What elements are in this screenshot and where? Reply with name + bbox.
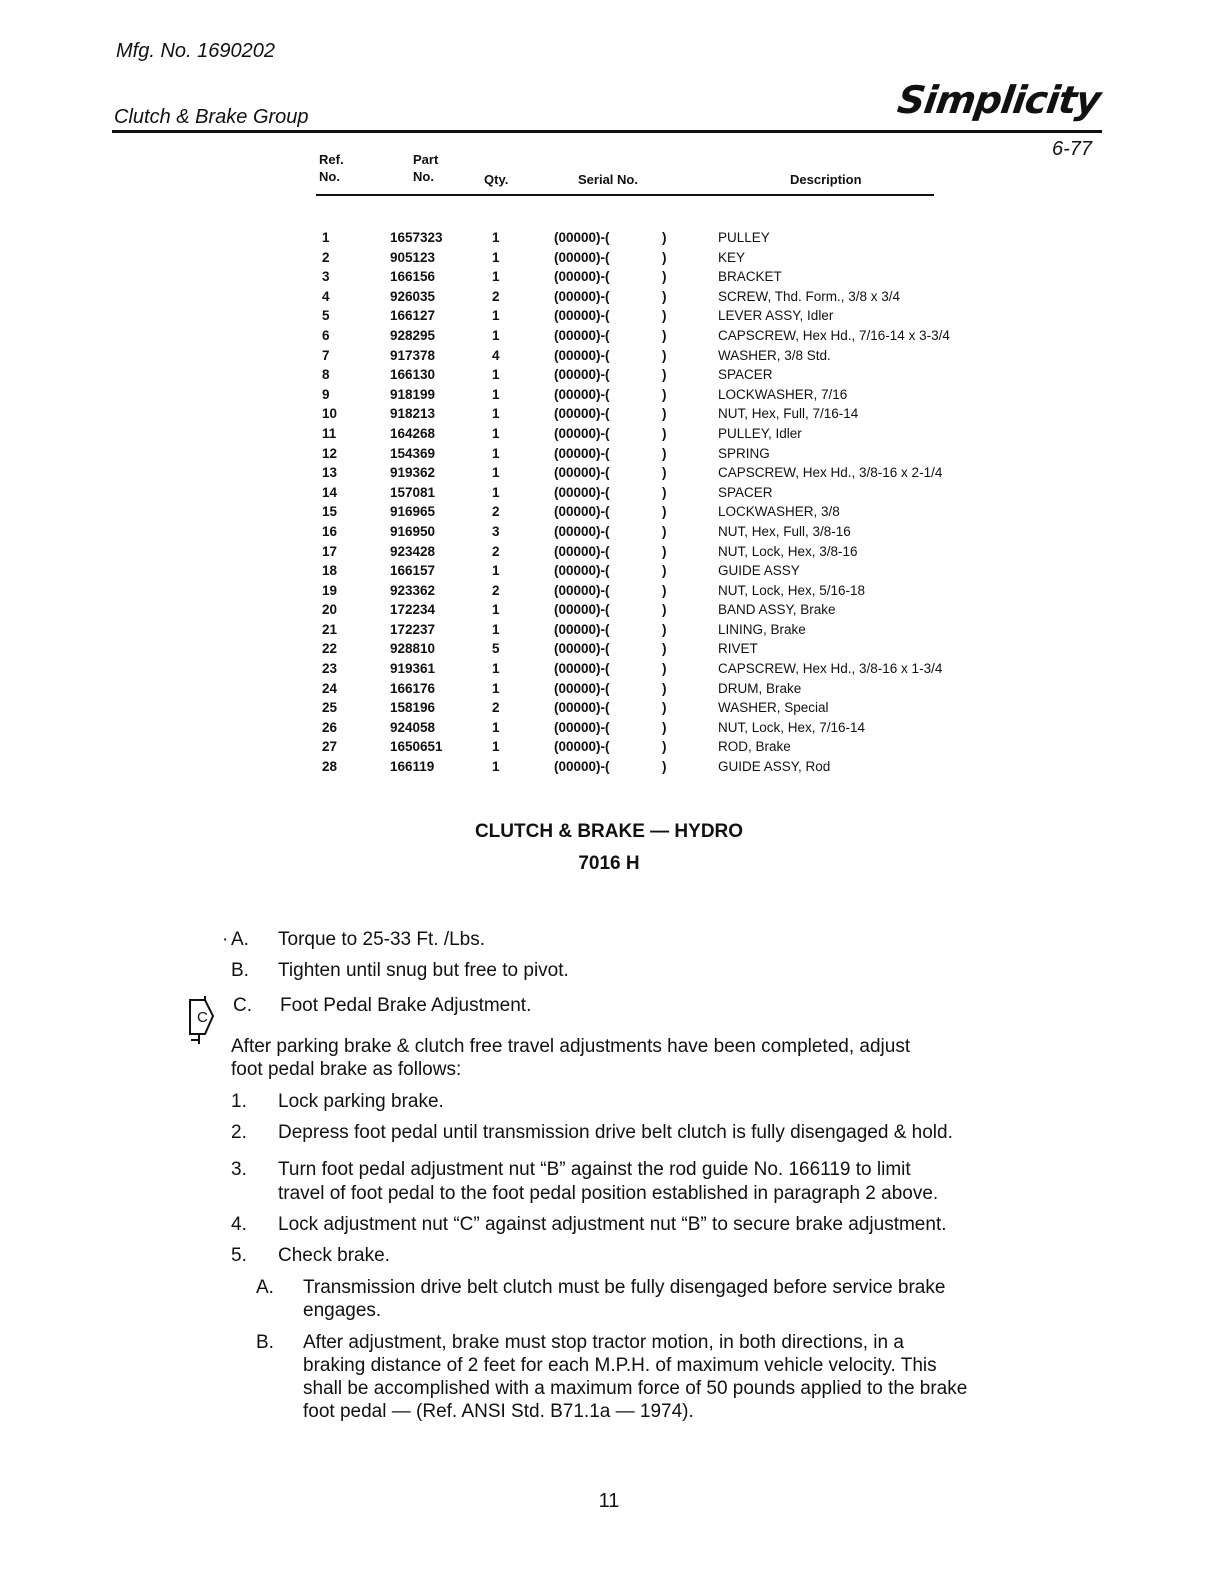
sub-step-b-line-2: braking distance of 2 feet for each M.P.H. of maximum vehicle velocity. This [303,1355,937,1376]
part-qty: 1 [492,739,500,755]
part-serial-close: ) [662,759,667,775]
part-ref: 10 [322,406,338,422]
part-description: NUT, Lock, Hex, 7/16-14 [718,719,866,735]
part-serial-close: ) [662,543,667,559]
part-serial-close: ) [662,327,667,343]
table-row [316,698,1036,718]
part-serial-close: ) [662,425,667,441]
part-number: 158196 [390,700,436,716]
header-ref-no [319,151,344,185]
step-3-line-2: travel of foot pedal to the foot pedal position established in paragraph 2 above. [278,1183,939,1204]
part-qty: 1 [492,621,500,637]
part-serial: (00000)-( [554,269,610,285]
part-qty: 2 [492,288,500,304]
part-ref: 5 [322,308,330,324]
table-row [316,248,1036,268]
table-row [316,737,1036,757]
step-1-number: 1. [231,1091,247,1112]
table-row [316,757,1036,777]
part-ref: 1 [322,230,330,245]
step-4-number: 4. [231,1214,247,1235]
part-number: 916965 [390,504,436,520]
sub-step-a-label: A. [256,1277,274,1298]
part-serial-close: ) [662,465,667,481]
part-serial-close: ) [662,308,667,324]
part-number: 919361 [390,661,436,677]
part-qty: 1 [492,563,500,579]
section-title: CLUTCH & BRAKE — HYDRO [474,821,744,842]
header-part-no [413,151,438,185]
note-b-text: Tighten until snug but free to pivot. [278,960,569,981]
part-qty: 1 [492,269,500,285]
part-qty: 1 [492,680,500,696]
part-serial-close: ) [662,582,667,598]
part-ref: 4 [322,288,330,304]
step-3-number: 3. [231,1159,247,1180]
header-part-text: Part No. [413,152,439,184]
part-ref: 7 [322,347,330,363]
sub-step-b-line-1: After adjustment, brake must stop tractor motion, in both directions, in a [303,1332,904,1353]
table-row [316,287,1036,307]
step-4-text: Lock adjustment nut “C” against adjustment nut “B” to secure brake adjustment. [278,1214,947,1235]
part-serial-close: ) [662,563,667,579]
part-ref: 24 [322,680,338,696]
part-ref: 9 [322,386,330,402]
part-serial: (00000)-( [554,641,610,657]
part-serial-close: ) [662,661,667,677]
part-qty: 1 [492,759,500,775]
part-description: LOCKWASHER, 7/16 [718,386,848,402]
part-serial: (00000)-( [554,249,610,265]
part-serial: (00000)-( [554,719,610,735]
part-serial: (00000)-( [554,543,610,559]
part-number: 923428 [390,543,436,559]
part-number: 926035 [390,288,436,304]
sub-step-a-line-2: engages. [303,1300,382,1321]
table-row [316,346,1036,366]
note-a-bullet: · [222,929,229,950]
part-description: CAPSCREW, Hex Hd., 3/8-16 x 2-1/4 [718,465,943,481]
part-description: CAPSCREW, Hex Hd., 3/8-16 x 1-3/4 [718,661,943,677]
part-number: 917378 [390,347,436,363]
part-serial: (00000)-( [554,386,610,402]
part-number: 1657323 [390,230,443,245]
part-number: 905123 [390,249,436,265]
table-header-rule [316,194,934,196]
part-number: 923362 [390,582,436,598]
table-row [316,718,1036,738]
part-qty: 5 [492,641,500,657]
step-2-text: Depress foot pedal until transmission drive belt clutch is fully disengaged & hold. [278,1122,953,1143]
header-description: Description [790,172,862,187]
part-qty: 1 [492,661,500,677]
part-serial-close: ) [662,347,667,363]
part-description: DRUM, Brake [718,680,802,696]
part-number: 172234 [390,602,436,618]
part-ref: 18 [322,563,338,579]
part-number: 172237 [390,621,436,637]
brand-logo: Simplicity [894,78,1103,122]
part-qty: 1 [492,327,500,343]
table-row [316,228,1036,248]
part-serial: (00000)-( [554,308,610,324]
table-row [316,306,1036,326]
note-a-text: Torque to 25-33 Ft. /Lbs. [278,929,486,950]
callout-letter: C [197,1009,208,1026]
table-row [316,639,1036,659]
part-description: CAPSCREW, Hex Hd., 7/16-14 x 3-3/4 [718,327,950,343]
part-description: GUIDE ASSY, Rod [718,759,831,775]
intro-line-2: foot pedal brake as follows: [231,1059,462,1080]
part-description: LEVER ASSY, Idler [718,308,834,324]
part-number: 166176 [390,680,436,696]
part-description: SPACER [718,367,773,383]
part-number: 164268 [390,425,436,441]
part-number: 166156 [390,269,436,285]
part-serial-close: ) [662,386,667,402]
part-qty: 2 [492,543,500,559]
part-serial-close: ) [662,445,667,461]
part-description: LOCKWASHER, 3/8 [718,504,840,520]
part-serial: (00000)-( [554,484,610,500]
sub-step-b-line-4: foot pedal — (Ref. ANSI Std. B71.1a — 1974). [303,1401,694,1422]
part-serial: (00000)-( [554,759,610,775]
table-row [316,502,1036,522]
part-serial-close: ) [662,269,667,285]
part-serial-close: ) [662,700,667,716]
step-1-text: Lock parking brake. [278,1091,444,1112]
part-serial-close: ) [662,367,667,383]
part-serial-close: ) [662,641,667,657]
part-ref: 23 [322,661,338,677]
part-serial: (00000)-( [554,739,610,755]
header-serial-no: Serial No. [578,172,638,187]
header-qty: Qty. [484,172,509,187]
part-number: 928810 [390,641,436,657]
intro-line-1: After parking brake & clutch free travel adjustments have been completed, adjust [231,1036,911,1057]
part-number: 166157 [390,563,436,579]
part-serial: (00000)-( [554,602,610,618]
part-description: SPACER [718,484,773,500]
part-serial: (00000)-( [554,563,610,579]
part-serial-close: ) [662,523,667,539]
part-serial: (00000)-( [554,445,610,461]
part-serial-close: ) [662,739,667,755]
table-row [316,483,1036,503]
part-qty: 1 [492,367,500,383]
part-ref: 19 [322,582,338,598]
table-row [316,326,1036,346]
part-serial: (00000)-( [554,621,610,637]
part-description: NUT, Lock, Hex, 5/16-18 [718,582,866,598]
sub-step-a-line-1: Transmission drive belt clutch must be fully disengaged before service brake [303,1277,946,1298]
part-qty: 1 [492,465,500,481]
part-description: PULLEY, Idler [718,425,802,441]
model-number: 7016 H [578,853,640,874]
part-description: RIVET [718,641,758,657]
part-description: SCREW, Thd. Form., 3/8 x 3/4 [718,288,901,304]
part-ref: 2 [322,249,330,265]
part-serial: (00000)-( [554,700,610,716]
table-row [316,659,1036,679]
group-title: Clutch & Brake Group [114,106,309,128]
note-a-label: A. [231,929,249,950]
part-serial: (00000)-( [554,523,610,539]
part-ref: 8 [322,367,330,383]
part-qty: 1 [492,445,500,461]
part-ref: 28 [322,759,338,775]
part-serial: (00000)-( [554,288,610,304]
part-serial: (00000)-( [554,425,610,441]
table-row [316,424,1036,444]
part-serial-close: ) [662,680,667,696]
table-row [316,463,1036,483]
note-c-text: Foot Pedal Brake Adjustment. [280,995,532,1016]
part-description: BRACKET [718,269,782,285]
part-number: 918199 [390,386,436,402]
note-c-label: C. [233,995,252,1016]
part-serial: (00000)-( [554,347,610,363]
part-serial: (00000)-( [554,406,610,422]
part-description: SPRING [718,445,770,461]
sub-step-b-label: B. [256,1332,274,1353]
part-number: 154369 [390,445,436,461]
part-serial: (00000)-( [554,327,610,343]
part-description: NUT, Hex, Full, 3/8-16 [718,523,851,539]
part-serial: (00000)-( [554,680,610,696]
part-description: PULLEY [718,230,770,245]
part-ref: 27 [322,739,338,755]
step-2-number: 2. [231,1122,247,1143]
part-number: 1650651 [390,739,443,755]
part-ref: 11 [322,425,337,441]
part-serial: (00000)-( [554,230,610,245]
part-description: NUT, Hex, Full, 7/16-14 [718,406,859,422]
page-number: 11 [598,1490,620,1512]
part-qty: 2 [492,582,500,598]
manufacturer-number: Mfg. No. 1690202 [116,40,275,62]
part-serial: (00000)-( [554,367,610,383]
part-serial-close: ) [662,249,667,265]
table-row [316,385,1036,405]
part-ref: 13 [322,465,338,481]
part-qty: 3 [492,523,500,539]
part-serial: (00000)-( [554,465,610,481]
part-qty: 2 [492,700,500,716]
part-number: 924058 [390,719,436,735]
table-row [316,444,1036,464]
part-serial-close: ) [662,288,667,304]
header-rule [112,130,1102,133]
part-ref: 25 [322,700,338,716]
part-qty: 4 [492,347,500,363]
revision-date: 6-77 [1052,138,1093,160]
part-serial-close: ) [662,602,667,618]
part-number: 166127 [390,308,436,324]
part-serial: (00000)-( [554,504,610,520]
part-serial-close: ) [662,504,667,520]
part-number: 916950 [390,523,436,539]
part-qty: 1 [492,406,500,422]
table-row [316,581,1036,601]
part-description: NUT, Lock, Hex, 3/8-16 [718,543,858,559]
part-qty: 2 [492,504,500,520]
part-description: LINING, Brake [718,621,806,637]
part-qty: 1 [492,484,500,500]
part-qty: 1 [492,425,500,441]
part-qty: 1 [492,602,500,618]
table-row [316,365,1036,385]
parts-table [316,228,1036,777]
part-serial-close: ) [662,406,667,422]
callout-c-marker [187,990,227,1055]
part-number: 166130 [390,367,436,383]
part-qty: 1 [492,230,500,245]
callout-bracket-icon [187,990,227,1050]
table-row [316,542,1036,562]
part-qty: 1 [492,308,500,324]
part-ref: 20 [322,602,338,618]
part-qty: 1 [492,719,500,735]
table-row [316,404,1036,424]
table-row [316,267,1036,287]
part-ref: 16 [322,523,338,539]
table-row [316,620,1036,640]
step-3-line-1: Turn foot pedal adjustment nut “B” against the rod guide No. 166119 to limit [278,1159,911,1180]
step-5-text: Check brake. [278,1245,390,1266]
part-qty: 1 [492,249,500,265]
part-serial-close: ) [662,484,667,500]
sub-step-b-line-3: shall be accomplished with a maximum force of 50 pounds applied to the brake [303,1378,968,1399]
part-serial-close: ) [662,230,667,245]
part-qty: 1 [492,386,500,402]
part-number: 166119 [390,759,435,775]
part-number: 928295 [390,327,436,343]
part-ref: 22 [322,641,338,657]
part-ref: 14 [322,484,338,500]
part-serial-close: ) [662,719,667,735]
header-ref-text: Ref. No. [319,152,344,184]
part-description: ROD, Brake [718,739,791,755]
step-5-number: 5. [231,1245,247,1266]
part-number: 919362 [390,465,436,481]
part-ref: 12 [322,445,338,461]
part-description: BAND ASSY, Brake [718,602,836,618]
part-ref: 6 [322,327,330,343]
part-number: 918213 [390,406,436,422]
part-description: GUIDE ASSY [718,563,800,579]
part-serial-close: ) [662,621,667,637]
part-description: WASHER, 3/8 Std. [718,347,831,363]
table-row [316,561,1036,581]
part-description: WASHER, Special [718,700,829,716]
part-ref: 21 [322,621,338,637]
table-row [316,600,1036,620]
table-row [316,522,1036,542]
part-description: KEY [718,249,746,265]
part-ref: 17 [322,543,338,559]
part-serial: (00000)-( [554,582,610,598]
part-serial: (00000)-( [554,661,610,677]
note-b-label: B. [231,960,249,981]
part-ref: 15 [322,504,338,520]
table-row [316,679,1036,699]
part-ref: 26 [322,719,338,735]
part-number: 157081 [390,484,436,500]
part-ref: 3 [322,269,330,285]
